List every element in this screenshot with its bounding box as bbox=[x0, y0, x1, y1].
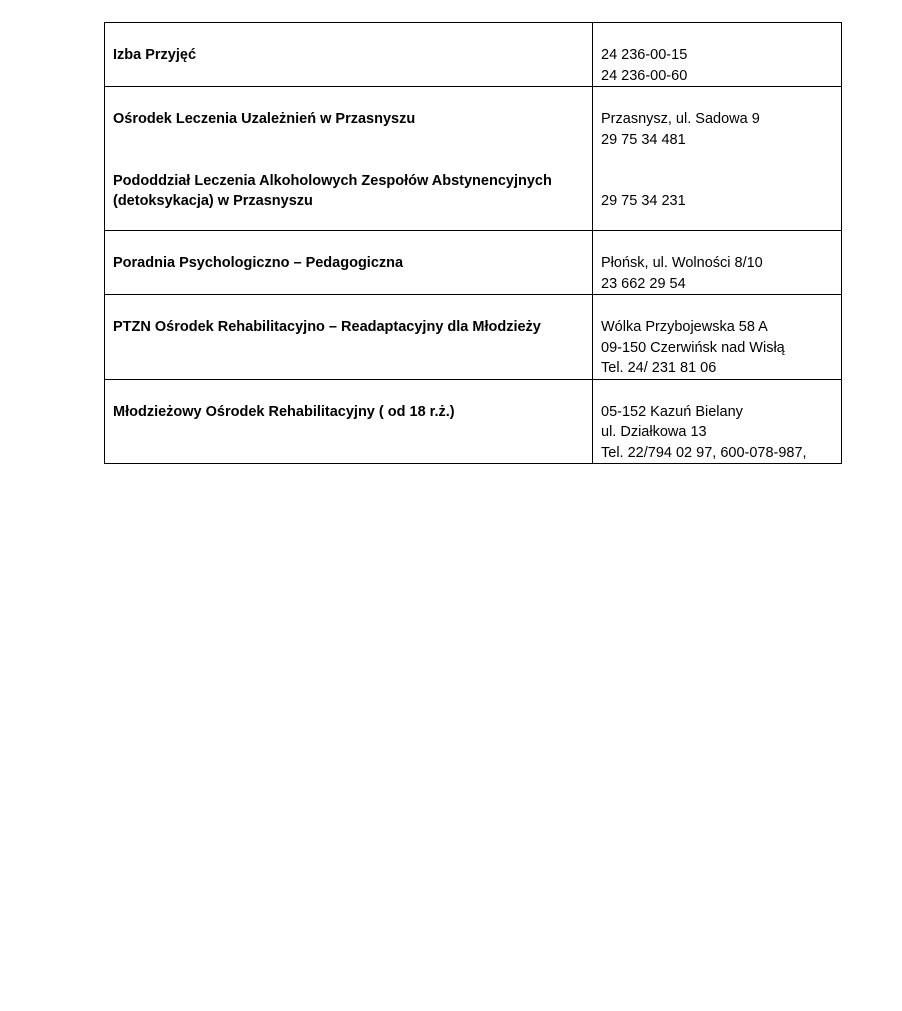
contact-line: 24 236-00-60 bbox=[601, 67, 688, 84]
institution-name: Młodzieżowy Ośrodek Rehabilitacyjny ( od 18 r.ż.) bbox=[113, 403, 455, 420]
contact-info-cell bbox=[593, 231, 842, 295]
contact-line: 05-152 Kazuń Bielany bbox=[601, 403, 743, 420]
contact-line: 24 236-00-15 bbox=[601, 47, 688, 63]
contact-info-cell bbox=[593, 87, 842, 231]
contact-line: 29 75 34 481 bbox=[601, 131, 686, 148]
table-row bbox=[105, 231, 842, 295]
contact-line: Wólka Przybojewska 58 A bbox=[601, 319, 768, 335]
institution-name: PTZN Ośrodek Rehabilitacyjno – Readaptacyjny dla Młodzieży bbox=[113, 319, 541, 335]
contact-line: 23 662 29 54 bbox=[601, 275, 686, 292]
spacer bbox=[601, 150, 833, 191]
table-row bbox=[105, 379, 842, 464]
contact-line: Przasnysz, ul. Sadowa 9 bbox=[601, 111, 760, 127]
contact-info-cell bbox=[593, 379, 842, 464]
contact-info-cell bbox=[593, 295, 842, 380]
spacer bbox=[113, 130, 584, 171]
institution-name-cell bbox=[105, 231, 593, 295]
contacts-table bbox=[104, 22, 842, 464]
institution-name-cell bbox=[105, 23, 593, 87]
contact-line: Płońsk, ul. Wolności 8/10 bbox=[601, 255, 763, 271]
contact-info-cell bbox=[593, 23, 842, 87]
table-row bbox=[105, 295, 842, 380]
sub-contact-line: 29 75 34 231 bbox=[601, 193, 686, 209]
contact-line: Tel. 24/ 231 81 06 bbox=[601, 360, 717, 376]
contact-line: ul. Działkowa 13 bbox=[601, 424, 707, 440]
contact-line: Tel. 22/794 02 97, 600-078-987, bbox=[601, 444, 807, 461]
institution-name-cell bbox=[105, 87, 593, 231]
institution-name-cell bbox=[105, 379, 593, 464]
contact-line: 09-150 Czerwińsk nad Wisłą bbox=[601, 339, 785, 356]
table-row bbox=[105, 87, 842, 231]
institution-name: Poradnia Psychologiczno – Pedagogiczna bbox=[113, 255, 404, 271]
institution-name: Izba Przyjęć bbox=[113, 47, 197, 63]
institution-name: Ośrodek Leczenia Uzależnień w Przasnyszu bbox=[113, 111, 416, 127]
table-row bbox=[105, 23, 842, 87]
sub-institution-name: Pododdział Leczenia Alkoholowych Zespołów Abstynencyjnych (detoksykacja) w Przasnyszu bbox=[113, 172, 552, 209]
institution-name-cell bbox=[105, 295, 593, 380]
